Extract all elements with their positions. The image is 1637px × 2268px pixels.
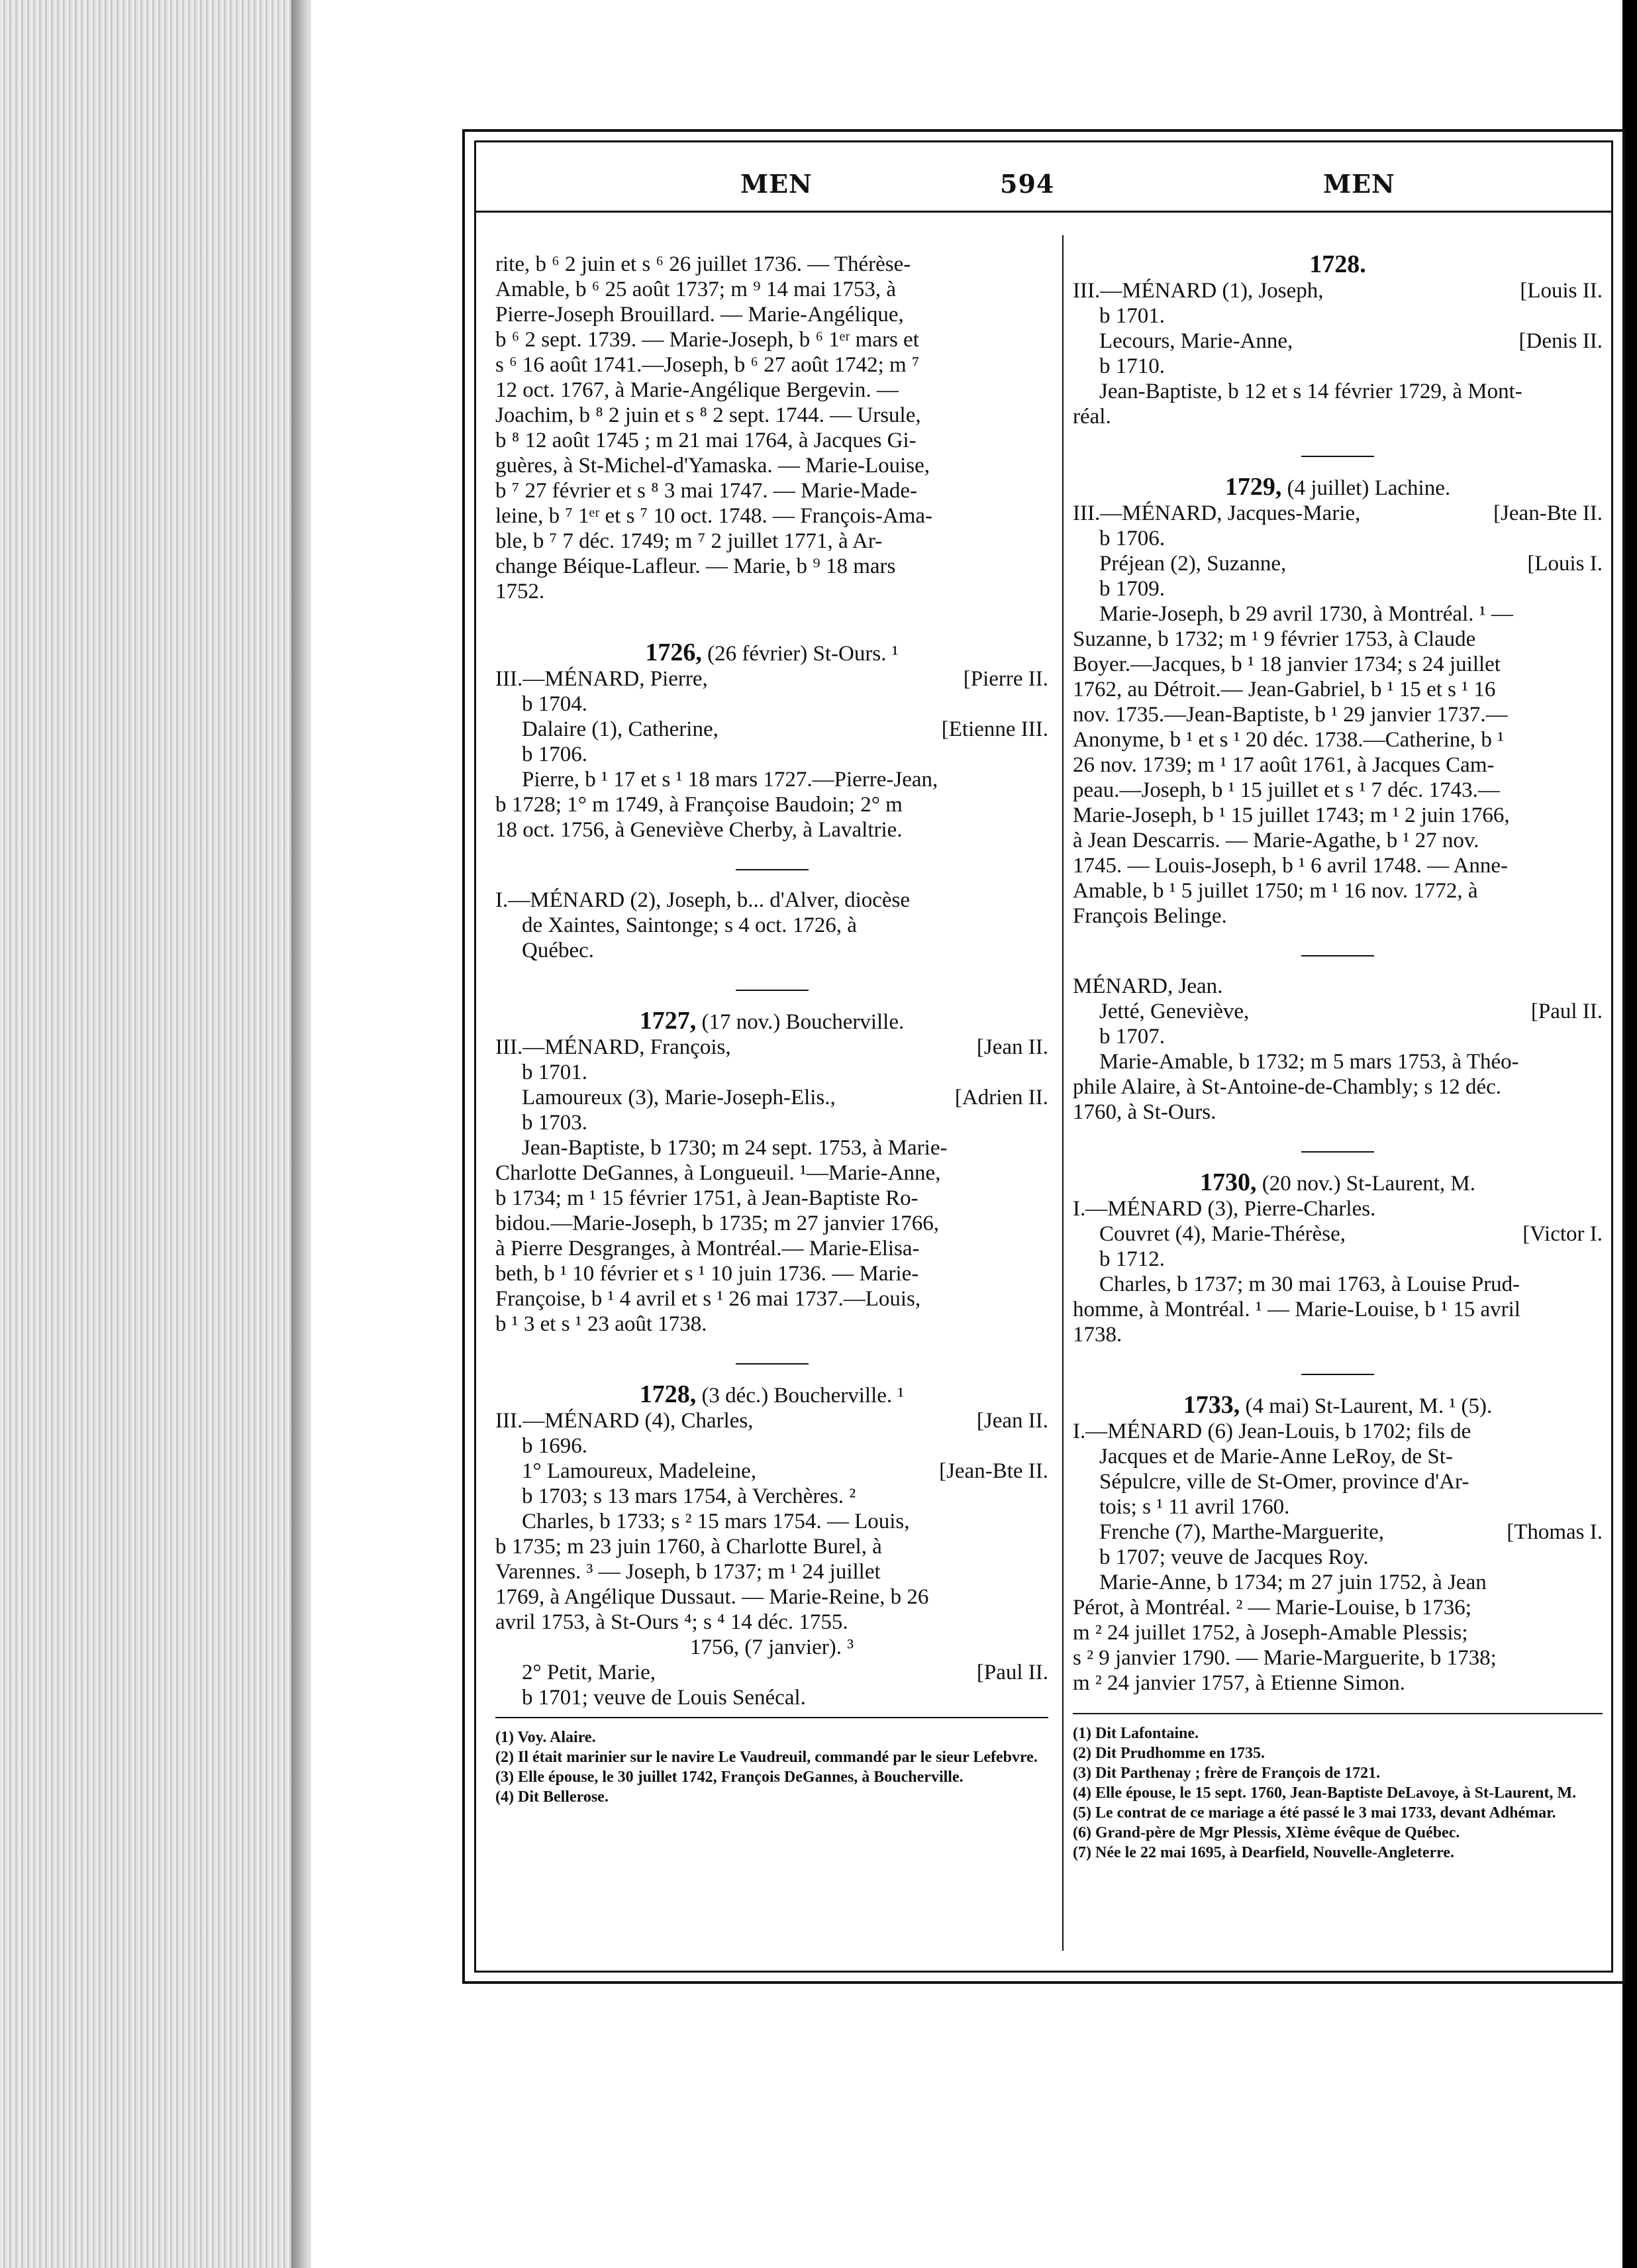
footnote: (7) Née le 22 mai 1695, à Dearfield, Nouvelle-Angleterre. <box>1073 1844 1455 1861</box>
husband-line <box>1073 278 1603 303</box>
text-line: Québec. <box>522 939 595 962</box>
children-line: b ¹ 3 et s ¹ 23 août 1738. <box>495 1312 707 1336</box>
entry-1729 <box>1073 474 1603 929</box>
text-line: b ⁷ 27 février et s ⁸ 3 mai 1747. — Marie-Made- <box>495 479 917 503</box>
husband-father: [Jean-Bte II. <box>1493 501 1603 525</box>
children-line: Marie-Joseph, b 29 avril 1730, à Montréal. ¹ — <box>1099 602 1513 626</box>
husband-name: III.—MÉNARD, Pierre, <box>495 667 708 691</box>
children-line: Suzanne, b 1732; m ¹ 9 février 1753, à Claude <box>1073 627 1476 651</box>
husband-line: Sépulcre, ville de St-Omer, province d'Ar- <box>1099 1470 1469 1494</box>
footnote-rule <box>1073 1713 1603 1714</box>
entry-year: 1730, <box>1199 1168 1257 1196</box>
entry-place: (26 février) St-Ours. ¹ <box>701 642 899 666</box>
text-line: de Xaintes, Saintonge; s 4 oct. 1726, à <box>522 913 857 937</box>
children-line: 1769, à Angélique Dussaut. — Marie-Reine, b 26 <box>495 1585 929 1609</box>
husband-name: III.—MÉNARD (1), Joseph, <box>1073 279 1324 303</box>
entry-joseph <box>495 888 1048 963</box>
entry-year: 1729, <box>1224 473 1282 501</box>
wife2-father: [Paul II. <box>976 1661 1048 1684</box>
wife-birth: b 1703; s 13 mars 1754, à Verchères. ² <box>522 1484 856 1508</box>
entry-separator <box>736 869 809 870</box>
husband-name: III.—MÉNARD, Jacques-Marie, <box>1073 501 1361 525</box>
entry-heading <box>1073 474 1603 501</box>
left-footnotes <box>495 1727 1048 1807</box>
children-line: Charlotte DeGannes, à Longueuil. ¹—Marie-Anne, <box>495 1161 941 1185</box>
right-column <box>1073 252 1603 1863</box>
entry-heading <box>495 1008 1048 1035</box>
children-line: beth, b ¹ 10 février et s ¹ 10 juin 1736. — Marie- <box>495 1262 919 1286</box>
children-line: à Pierre Desgranges, à Montréal.— Marie-Elisa- <box>495 1237 920 1261</box>
entry-year: 1728, <box>639 1380 697 1408</box>
footnote: (2) Il était marinier sur le navire Le Vaudreuil, commandé par le sieur Lefebvre. <box>495 1749 1038 1766</box>
children-line: 1738. <box>1073 1323 1122 1347</box>
husband-birth: b 1696. <box>522 1434 587 1458</box>
wife-line <box>1073 1520 1603 1545</box>
entry-year: 1727, <box>639 1007 697 1035</box>
wife-name: Couvret (4), Marie-Thérèse, <box>1099 1222 1346 1246</box>
wife-name: Lamoureux (3), Marie-Joseph-Elis., <box>522 1086 836 1109</box>
children-line: peau.—Joseph, b ¹ 15 juillet et s ¹ 7 déc. 1743.— <box>1073 778 1500 802</box>
footnote: (2) Dit Prudhomme en 1735. <box>1073 1745 1265 1762</box>
entry-place: (4 juillet) Lachine. <box>1281 476 1451 500</box>
wife-birth: b 1707. <box>1099 1025 1165 1049</box>
entry-place: (17 nov.) Boucherville. <box>696 1010 905 1034</box>
wife-birth: b 1709. <box>1099 577 1165 601</box>
text-line: guères, à St-Michel-d'Yamaska. — Marie-Louise, <box>495 454 930 478</box>
wife-line <box>495 717 1048 742</box>
wife-name: Lecours, Marie-Anne, <box>1099 329 1293 353</box>
page-number: 594 <box>1000 169 1055 199</box>
entry-heading <box>495 1382 1048 1408</box>
text-line: 12 oct. 1767, à Marie-Angélique Bergevin. — <box>495 378 899 402</box>
footnote: (4) Dit Bellerose. <box>495 1788 609 1806</box>
children-line: Amable, b ¹ 5 juillet 1750; m ¹ 16 nov. 1772, à <box>1073 879 1478 903</box>
text-line: Pierre-Joseph Brouillard. — Marie-Angélique, <box>495 303 904 327</box>
children-line: m ² 24 juillet 1752, à Joseph-Amable Plessis; <box>1073 1621 1468 1645</box>
entry-heading <box>495 640 1048 666</box>
children-line: b 1735; m 23 juin 1760, à Charlotte Burel, à <box>495 1535 882 1559</box>
wife-father: [Victor I. <box>1522 1222 1603 1246</box>
wife-birth: b 1712. <box>1099 1247 1165 1271</box>
children-line: 18 oct. 1756, à Geneviève Cherby, à Lavaltrie. <box>495 818 903 842</box>
wife-birth: b 1710. <box>1099 354 1165 378</box>
children-line: François Belinge. <box>1073 904 1227 928</box>
wife-father: [Louis I. <box>1527 552 1603 576</box>
right-footnotes <box>1073 1724 1603 1863</box>
children-line: réal. <box>1073 405 1111 429</box>
wife-father: [Adrien II. <box>954 1086 1048 1109</box>
husband-line: Jacques et de Marie-Anne LeRoy, de St- <box>1099 1445 1453 1469</box>
text-line: ble, b ⁷ 7 déc. 1749; m ⁷ 2 juillet 1771, à Ar- <box>495 529 883 553</box>
husband-line: tois; s ¹ 11 avril 1760. <box>1099 1495 1290 1519</box>
wife-name: 1° Lamoureux, Madeleine, <box>522 1459 757 1483</box>
husband-father: [Jean II. <box>976 1409 1048 1433</box>
text-line: leine, b ⁷ 1ᵉʳ et s ⁷ 10 oct. 1748. — François-Ama- <box>495 504 933 528</box>
text-line: s ⁶ 16 août 1741.—Joseph, b ⁶ 27 août 1742; m ⁷ <box>495 353 920 377</box>
wife-name: Frenche (7), Marthe-Marguerite, <box>1099 1520 1385 1544</box>
children-line: homme, à Montréal. ¹ — Marie-Louise, b ¹ 15 avril <box>1073 1298 1520 1321</box>
text-line: b ⁶ 2 sept. 1739. — Marie-Joseph, b ⁶ 1ᵉʳ mars et <box>495 328 919 352</box>
wife-line <box>1073 551 1603 576</box>
text-line: 1752. <box>495 580 545 603</box>
wife-father: [Jean-Bte II. <box>939 1459 1048 1483</box>
wife-name: Jetté, Geneviève, <box>1099 1000 1250 1023</box>
husband-line <box>495 1408 1048 1433</box>
wife-line <box>1073 1221 1603 1247</box>
children-line: Françoise, b ¹ 4 avril et s ¹ 26 mai 1737.—Louis, <box>495 1287 921 1311</box>
wife-birth: b 1707; veuve de Jacques Roy. <box>1099 1545 1369 1569</box>
children-line: Marie-Anne, b 1734; m 27 juin 1752, à Jean <box>1099 1571 1487 1594</box>
footnote: (1) Dit Lafontaine. <box>1073 1725 1199 1742</box>
wife-line <box>495 1459 1048 1484</box>
entry-1726 <box>495 640 1048 843</box>
footnote: (3) Elle épouse, le 30 juillet 1742, François DeGannes, à Boucherville. <box>495 1769 964 1786</box>
children-line: Anonyme, b ¹ et s ¹ 20 déc. 1738.—Catherine, b ¹ <box>1073 728 1505 752</box>
entry-year: 1728. <box>1309 250 1366 278</box>
entry-separator <box>736 990 809 991</box>
children-line: avril 1753, à St-Ours ⁴; s ⁴ 14 déc. 1755. <box>495 1610 848 1634</box>
children-line: b 1734; m ¹ 15 février 1751, à Jean-Baptiste Ro- <box>495 1186 918 1210</box>
children-line: 1745. — Louis-Joseph, b ¹ 6 avril 1748. — Anne- <box>1073 854 1509 878</box>
footnote-rule <box>495 1717 1048 1718</box>
entry-1728b <box>1073 252 1603 429</box>
entry-year: 1733, <box>1183 1391 1240 1419</box>
husband-line <box>495 666 1048 692</box>
husband-line <box>495 1035 1048 1060</box>
running-head-left: MEN <box>740 169 813 199</box>
entry-year: 1726, <box>645 639 702 666</box>
footnote: (4) Elle épouse, le 15 sept. 1760, Jean-Baptiste DeLavoye, à St-Laurent, M. <box>1073 1784 1577 1802</box>
running-head-right: MEN <box>1323 169 1395 199</box>
intro-paragraph <box>495 252 1048 604</box>
text-line: change Béique-Lafleur. — Marie, b ⁹ 18 mars <box>495 554 896 578</box>
husband-birth: b 1706. <box>1099 527 1165 550</box>
left-column <box>495 252 1048 1807</box>
children-line: bidou.—Marie-Joseph, b 1735; m 27 janvier 1766, <box>495 1211 939 1235</box>
children-line: à Jean Descarris. — Marie-Agathe, b ¹ 27 nov. <box>1073 829 1479 852</box>
children-line: phile Alaire, à St-Antoine-de-Chambly; s 12 déc. <box>1073 1075 1502 1099</box>
husband-birth: b 1701. <box>1099 304 1165 328</box>
text-line: rite, b ⁶ 2 juin et s ⁶ 26 juillet 1736. — Thérèse- <box>495 252 911 276</box>
children-line: b 1728; 1° m 1749, à Françoise Baudoin; 2° m <box>495 793 903 817</box>
children-line: Charles, b 1733; s ² 15 mars 1754. — Louis, <box>522 1510 910 1533</box>
column-divider <box>1062 235 1064 1951</box>
entry-jean <box>1073 974 1603 1125</box>
wife-line <box>495 1085 1048 1110</box>
entry-heading <box>1073 1170 1603 1196</box>
entry-separator <box>1301 1151 1374 1153</box>
footnote: (3) Dit Parthenay ; frère de François de 1721. <box>1073 1765 1381 1782</box>
children-line: Jean-Baptiste, b 12 et s 14 février 1729, à Mont- <box>1099 380 1522 403</box>
wife2-line <box>495 1660 1048 1685</box>
wife-father: [Denis II. <box>1518 329 1603 353</box>
text-line: b ⁸ 12 août 1745 ; m 21 mai 1764, à Jacques Gi- <box>495 429 917 452</box>
text-line: Amable, b ⁶ 25 août 1737; m ⁹ 14 mai 1753, à <box>495 278 897 301</box>
husband-line: I.—MÉNARD (6) Jean-Louis, b 1702; fils de <box>1073 1419 1471 1443</box>
footnote: (5) Le contrat de ce mariage a été passé le 3 mai 1733, devant Adhémar. <box>1073 1804 1556 1822</box>
entry-1730 <box>1073 1170 1603 1347</box>
husband-father: [Jean II. <box>976 1035 1048 1059</box>
husband-birth: b 1701. <box>522 1060 587 1084</box>
children-line: 26 nov. 1739; m ¹ 17 août 1761, à Jacques Cam- <box>1073 753 1495 777</box>
wife-father: [Thomas I. <box>1507 1520 1603 1544</box>
children-line: Marie-Amable, b 1732; m 5 mars 1753, à Théo- <box>1099 1050 1519 1074</box>
entry-place: (3 déc.) Boucherville. ¹ <box>696 1384 905 1408</box>
entry-1728 <box>495 1382 1048 1710</box>
second-marriage-date: 1756, (7 janvier). ³ <box>689 1635 854 1659</box>
wife-father: [Etienne III. <box>941 717 1048 741</box>
children-line: m ² 24 janvier 1757, à Etienne Simon. <box>1073 1671 1406 1695</box>
children-line: 1760, à St-Ours. <box>1073 1100 1216 1124</box>
footnote: (1) Voy. Alaire. <box>495 1729 596 1746</box>
entry-place: (4 mai) St-Laurent, M. ¹ (5). <box>1240 1394 1493 1418</box>
entry-1733 <box>1073 1392 1603 1696</box>
wife2-birth: b 1701; veuve de Louis Senécal. <box>522 1686 806 1710</box>
children-line: Jean-Baptiste, b 1730; m 24 sept. 1753, à Marie- <box>522 1136 948 1160</box>
children-line: 1762, au Détroit.— Jean-Gabriel, b ¹ 15 et s ¹ 16 <box>1073 678 1496 701</box>
wife2-name: 2° Petit, Marie, <box>522 1661 656 1684</box>
wife-name: Préjean (2), Suzanne, <box>1099 552 1287 576</box>
husband-father: [Pierre II. <box>963 667 1048 691</box>
husband-name: III.—MÉNARD, François, <box>495 1035 731 1059</box>
children-line: Charles, b 1737; m 30 mai 1763, à Louise Prud- <box>1099 1272 1520 1296</box>
wife-birth: b 1706. <box>522 743 587 766</box>
children-line: Varennes. ³ — Joseph, b 1737; m ¹ 24 juillet <box>495 1560 881 1584</box>
children-line: Pierre, b ¹ 17 et s ¹ 18 mars 1727.—Pierre-Jean, <box>522 768 938 792</box>
children-line: Boyer.—Jacques, b ¹ 18 janvier 1734; s 24 juillet <box>1073 652 1501 676</box>
entry-heading <box>1073 1392 1603 1419</box>
text-line: Joachim, b ⁸ 2 juin et s ⁸ 2 sept. 1744. — Ursule, <box>495 403 921 427</box>
husband-name: III.—MÉNARD (4), Charles, <box>495 1409 754 1433</box>
header-rule <box>474 211 1613 213</box>
entry-separator <box>1301 1374 1374 1375</box>
wife-father: [Paul II. <box>1530 1000 1603 1023</box>
children-line: s ² 9 janvier 1790. — Marie-Marguerite, b 1738; <box>1073 1646 1497 1670</box>
entry-1727 <box>495 1008 1048 1337</box>
husband-name: I.—MÉNARD (3), Pierre-Charles. <box>1073 1197 1376 1221</box>
entry-separator <box>1301 456 1374 457</box>
husband-father: [Louis II. <box>1520 279 1603 303</box>
children-line: Marie-Joseph, b ¹ 15 juillet 1743; m ¹ 2 juin 1766, <box>1073 803 1510 827</box>
husband-birth: b 1704. <box>522 692 587 716</box>
husband-line <box>1073 501 1603 526</box>
husband-name: MÉNARD, Jean. <box>1073 974 1223 998</box>
entry-place: (20 nov.) St-Laurent, M. <box>1256 1172 1476 1196</box>
wife-birth: b 1703. <box>522 1111 587 1135</box>
children-line: nov. 1735.—Jean-Baptiste, b ¹ 29 janvier 1737.— <box>1073 703 1508 727</box>
children-line: Pérot, à Montréal. ² — Marie-Louise, b 1736; <box>1073 1596 1471 1620</box>
entry-separator <box>1301 955 1374 956</box>
wife-line <box>1073 329 1603 354</box>
wife-line <box>1073 999 1603 1024</box>
entry-heading <box>1073 252 1603 278</box>
wife-name: Dalaire (1), Catherine, <box>522 717 719 741</box>
text-line: I.—MÉNARD (2), Joseph, b... d'Alver, diocèse <box>495 888 911 912</box>
entry-separator <box>736 1363 809 1365</box>
book-page-edges <box>0 0 311 2268</box>
footnote: (6) Grand-père de Mgr Plessis, XIème évêque de Québec. <box>1073 1824 1460 1841</box>
